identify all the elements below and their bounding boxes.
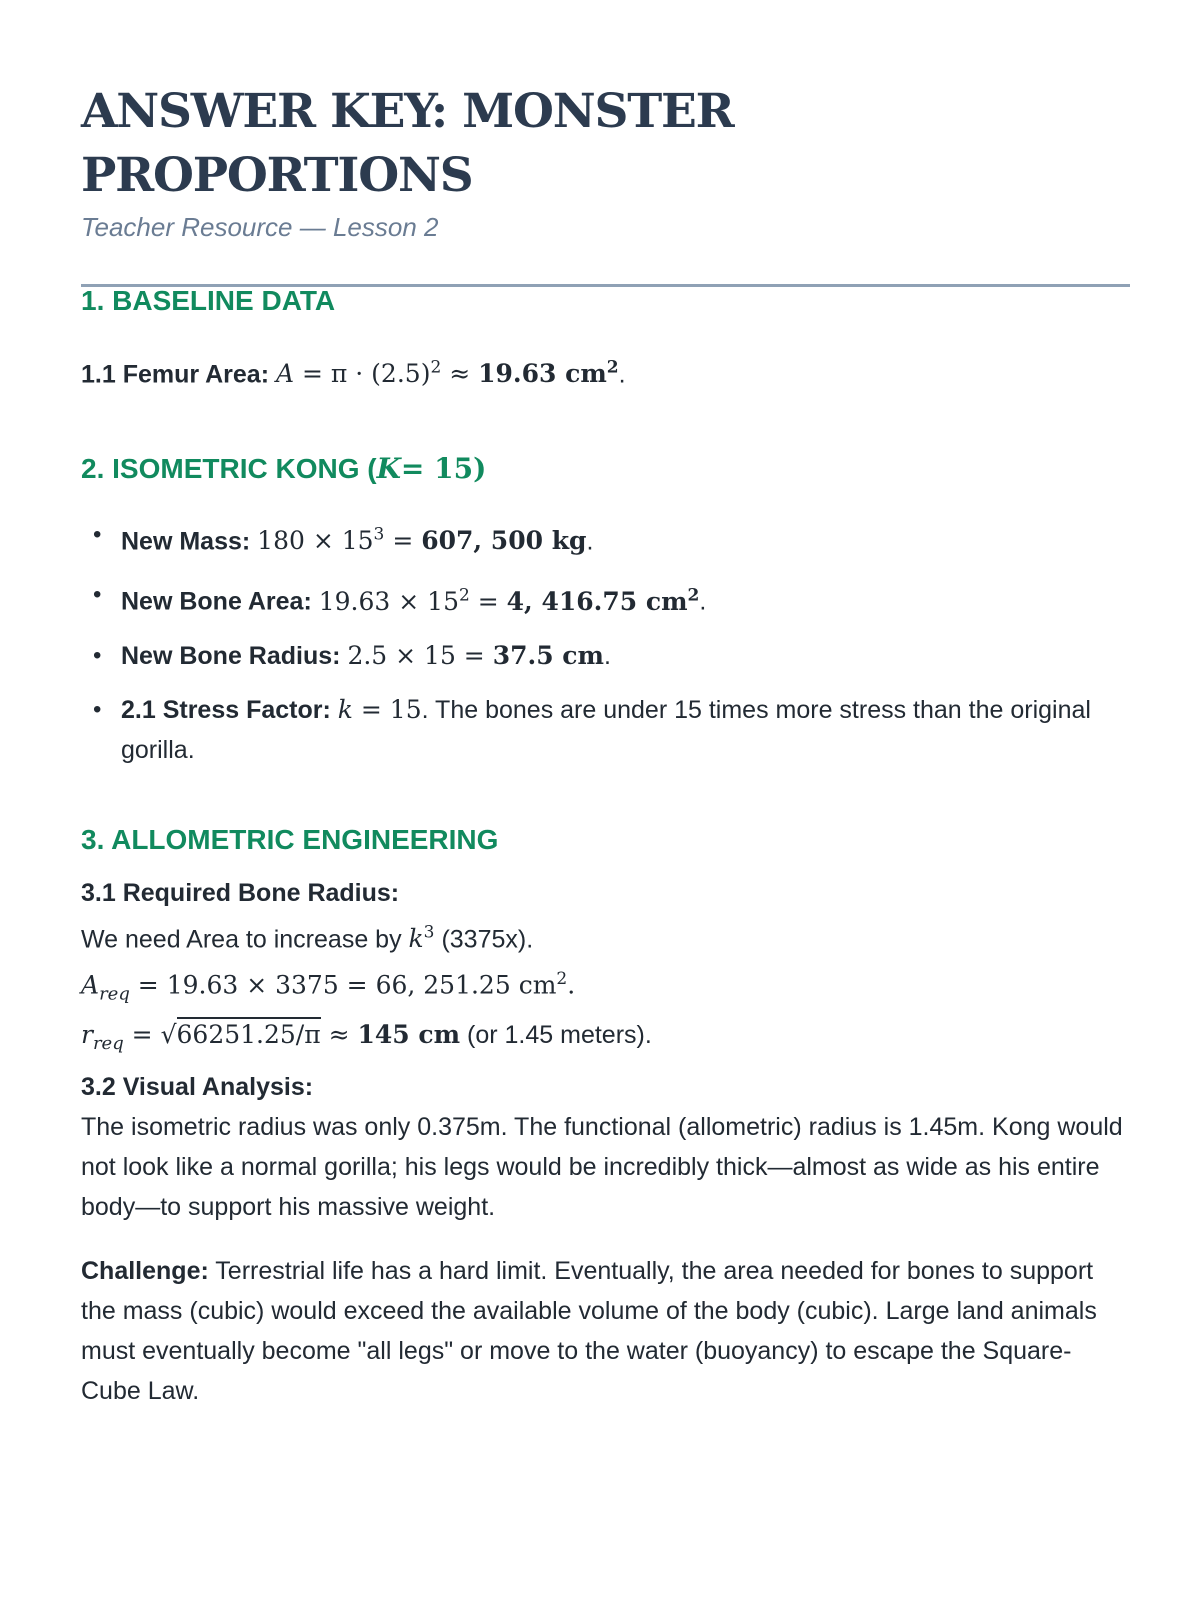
list-item: • 2.1 Stress Factor: k = 15. The bones are under 15 times more stress than the original gorilla.: [121, 690, 1130, 770]
required-bone-radius-block: [81, 873, 1130, 1064]
section-1-heading: 1. BASELINE DATA: [81, 285, 336, 316]
required-bone-radius-label: 3.1 Required Bone Radius:: [81, 879, 400, 907]
challenge-label: Challenge:: [81, 1257, 209, 1285]
section-2-heading: 2. ISOMETRIC KONG (K= 15): [81, 452, 487, 485]
visual-analysis-block: [81, 1067, 1130, 1227]
section-3-heading: 3. ALLOMETRIC ENGINEERING: [81, 824, 499, 855]
required-radius-line: $r_{req} = √66251.25/\pi \approx 145$ cm (or 1.45 meters).: [81, 1015, 1130, 1064]
list-item: • New Mass: $180 \times 15^3 = 607$, 500 kg.: [121, 515, 1130, 561]
challenge-paragraph: [81, 1251, 1130, 1411]
page-subtitle: Teacher Resource — Lesson 2: [81, 212, 439, 242]
isometric-kong-list: [81, 515, 1130, 784]
femur-area-line: 1.1 Femur Area: $A = \pi \cdot (2.5)^2 \approx 19.63$ $cm^2$.: [81, 358, 626, 389]
area-increase-line: We need Area to increase by $k^3$ (3375x).: [81, 923, 534, 954]
page-title: ANSWER KEY: MONSTER PROPORTIONS: [81, 84, 734, 203]
required-area-line: $A_{req} = 19.63 \times 3375 = 66$, 251.25 $cm^2$.: [81, 969, 576, 1005]
list-item: • New Bone Area: $19.63 \times 15^2 = 4$, 416.75 $cm^2$.: [121, 575, 1130, 621]
challenge-text: Terrestrial life has a hard limit. Eventually, the area needed for bones to support the mass (cubic) would exceed the available volume of the body (cubic). Large land animals must eventually become "all legs" or move to the water (buoyancy) to escape the Square-Cube Law.: [81, 1257, 1097, 1405]
visual-analysis-text: The isometric radius was only 0.375m. The functional (allometric) radius is 1.45m. Kong would not look like a normal gorilla; his legs would be incredibly thick—almost as wide as his entire body—to support his massive weight.: [81, 1113, 1123, 1221]
femur-area-label: 1.1 Femur Area:: [81, 360, 270, 389]
femur-area-formula: $A = \pi \cdot (2.5)^2 \approx 19.63$ $cm^2$: [276, 358, 619, 389]
visual-analysis-label: 3.2 Visual Analysis:: [81, 1073, 314, 1101]
list-item: • New Bone Radius: 2.5 × 15 = 37.5 cm.: [121, 636, 1130, 676]
